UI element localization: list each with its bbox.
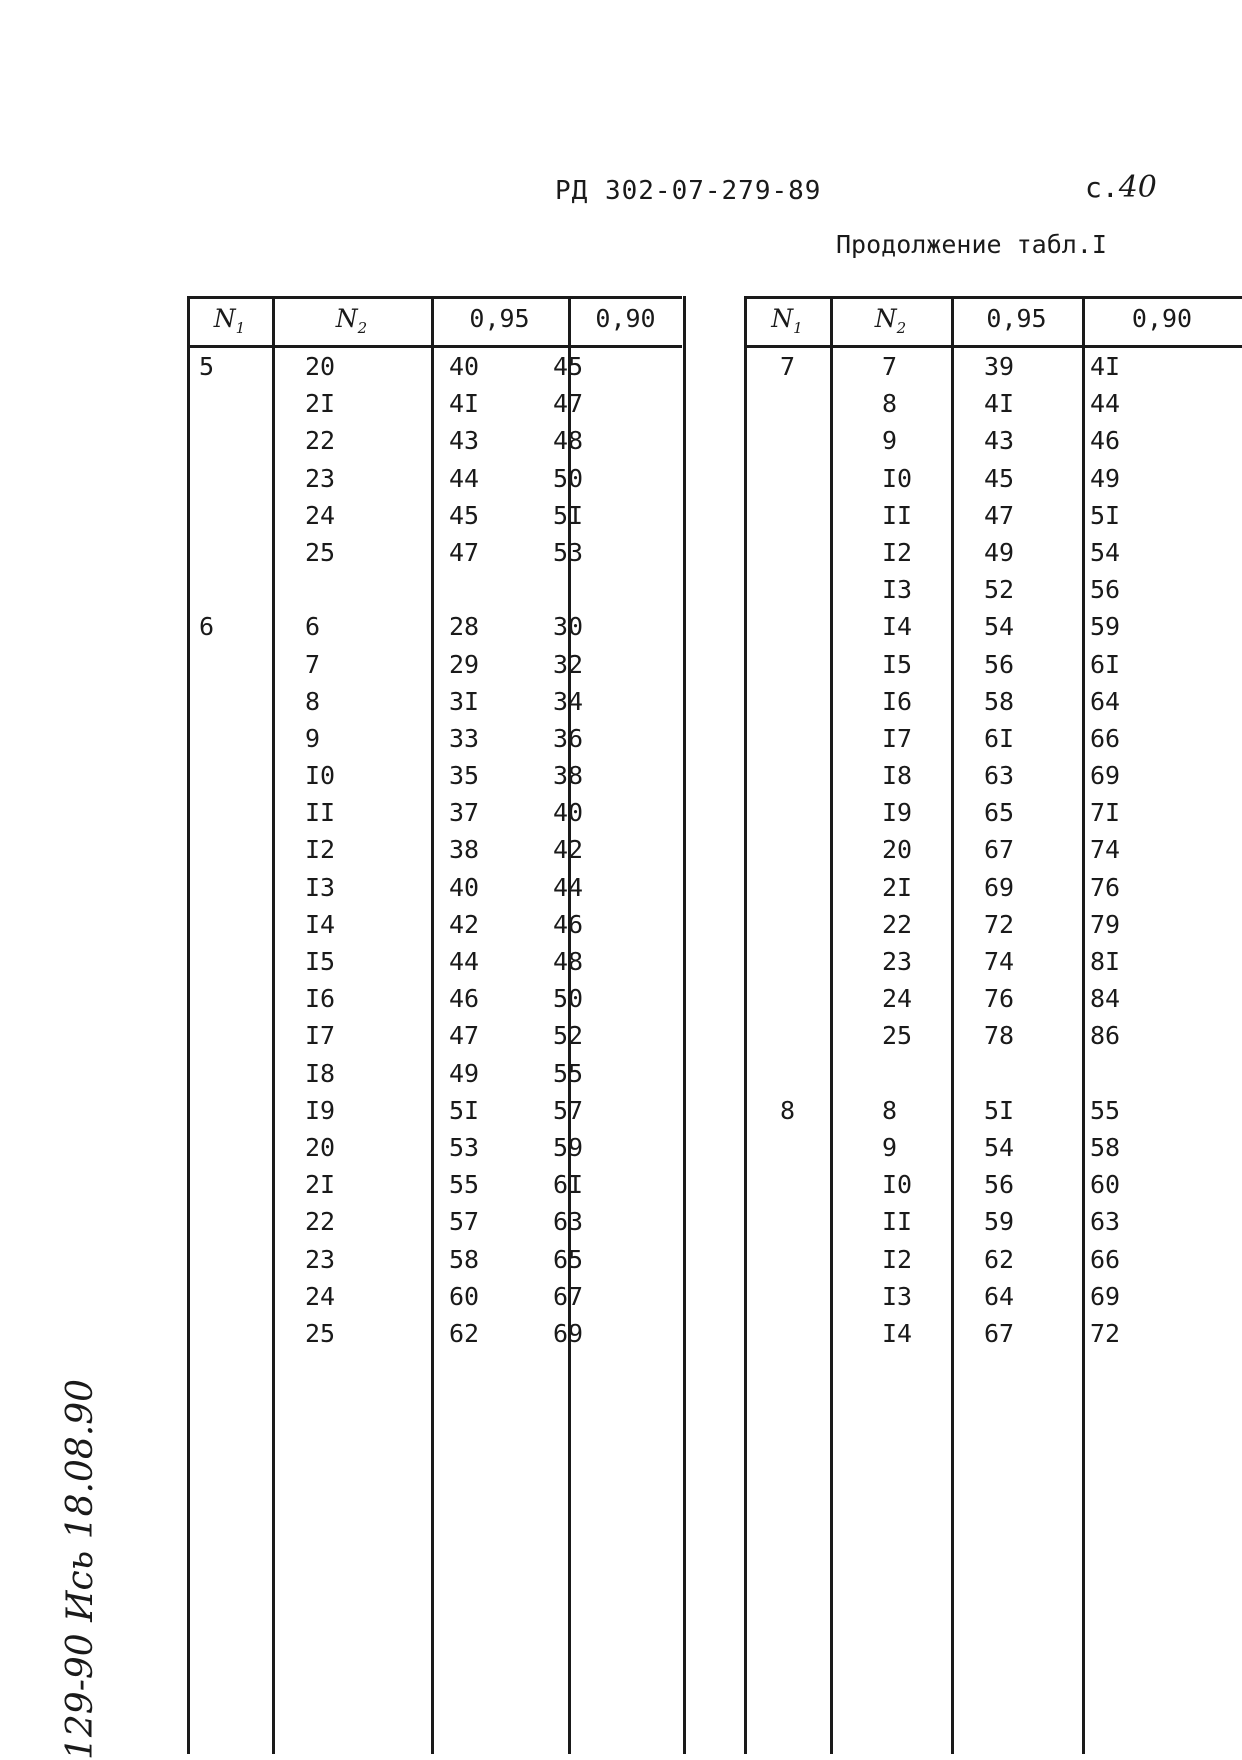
- table-row: [187, 1170, 682, 1207]
- page-prefix: с.: [1085, 171, 1119, 204]
- cell-n2: I8: [305, 1058, 336, 1088]
- right-table-header-rule: [744, 345, 1242, 348]
- cell-n2: 7: [305, 649, 321, 679]
- left-table: [187, 296, 682, 1754]
- cell-n2: 23: [305, 1244, 336, 1274]
- cell-095: 5I: [449, 1095, 480, 1125]
- cell-090: 44: [553, 872, 584, 902]
- cell-095: 35: [449, 761, 480, 791]
- cell-090: 72: [1090, 1318, 1121, 1348]
- table-row: [744, 984, 1242, 1021]
- cell-095: 58: [449, 1244, 480, 1274]
- cell-095: 49: [449, 1058, 480, 1088]
- cell-090: 66: [1090, 1244, 1121, 1274]
- table-row: [744, 724, 1242, 761]
- table-row: [187, 650, 682, 687]
- cell-095: 55: [449, 1170, 480, 1200]
- cell-n2: 25: [305, 1318, 336, 1348]
- table-row: [187, 426, 682, 463]
- cell-090: 69: [553, 1318, 584, 1348]
- table-row: [187, 724, 682, 761]
- cell-n1: 5: [199, 352, 215, 381]
- cell-095: 44: [449, 463, 480, 493]
- cell-095: 5I: [984, 1095, 1015, 1125]
- table-row: [187, 798, 682, 835]
- table-row: [744, 1170, 1242, 1207]
- cell-090: 58: [1090, 1132, 1121, 1162]
- cell-095: 4I: [449, 389, 480, 419]
- cell-095: 29: [449, 649, 480, 679]
- cell-095: 54: [984, 612, 1015, 642]
- table-row: [744, 1319, 1242, 1356]
- cell-095: 46: [449, 984, 480, 1014]
- cell-090: 48: [553, 426, 584, 456]
- col-n1-header: $N_1$: [213, 304, 246, 337]
- table-row: [744, 1059, 1242, 1096]
- cell-n2: I7: [305, 1021, 336, 1051]
- cell-095: 52: [984, 575, 1015, 605]
- cell-090: 69: [1090, 1281, 1121, 1311]
- table-row: [744, 352, 1242, 389]
- cell-095: 58: [984, 686, 1015, 716]
- table-row: [187, 501, 682, 538]
- cell-090: 55: [1090, 1095, 1121, 1125]
- cell-n2: I7: [882, 723, 913, 753]
- cell-090: 46: [553, 909, 584, 939]
- cell-n2: 9: [882, 426, 898, 456]
- right-table-rows: [744, 352, 1242, 1356]
- cell-095: 57: [449, 1207, 480, 1237]
- cell-n2: 9: [305, 723, 321, 753]
- table-row: [744, 798, 1242, 835]
- table-row: [187, 873, 682, 910]
- cell-n2: I5: [882, 649, 913, 679]
- cell-n2: 24: [305, 500, 336, 530]
- cell-090: 64: [1090, 686, 1121, 716]
- cell-095: 4I: [984, 389, 1015, 419]
- col-n1-header: $N_1$: [771, 304, 803, 337]
- cell-n2: I3: [305, 872, 336, 902]
- cell-095: 44: [449, 947, 480, 976]
- cell-090: 6I: [553, 1170, 584, 1200]
- cell-n2: I6: [882, 686, 913, 716]
- cell-n2: 2I: [305, 1170, 336, 1200]
- col-090-header: 0,90: [595, 304, 656, 333]
- cell-n2: 23: [882, 947, 913, 976]
- cell-095: 69: [984, 872, 1015, 902]
- table-row: [187, 761, 682, 798]
- table-row: [744, 873, 1242, 910]
- cell-095: 67: [984, 835, 1015, 865]
- table-row: [744, 501, 1242, 538]
- cell-090: 4I: [1090, 352, 1121, 381]
- cell-095: 64: [984, 1281, 1015, 1311]
- cell-095: 47: [449, 1021, 480, 1051]
- left-table-border: [683, 296, 686, 1754]
- cell-095: 39: [984, 352, 1015, 381]
- cell-n2: 23: [305, 463, 336, 493]
- cell-090: 84: [1090, 984, 1121, 1014]
- cell-n2: I2: [305, 835, 336, 865]
- table-row: [187, 1282, 682, 1319]
- cell-095: 47: [984, 500, 1015, 530]
- cell-095: 3I: [449, 686, 480, 716]
- cell-n2: 6: [305, 612, 321, 642]
- cell-090: 30: [553, 612, 584, 642]
- table-row: [187, 1207, 682, 1244]
- table-row: [187, 1319, 682, 1356]
- cell-090: 57: [553, 1095, 584, 1125]
- cell-n2: 2I: [882, 872, 913, 902]
- table-row: [744, 761, 1242, 798]
- table-row: [744, 835, 1242, 872]
- cell-090: 63: [553, 1207, 584, 1237]
- cell-n2: 9: [882, 1132, 898, 1162]
- cell-090: 6I: [1090, 649, 1121, 679]
- cell-090: 49: [1090, 463, 1121, 493]
- cell-n2: 7: [882, 352, 898, 381]
- cell-090: 74: [1090, 835, 1121, 865]
- doc-code: РД 302-07-279-89: [555, 176, 822, 206]
- cell-090: 56: [1090, 575, 1121, 605]
- cell-090: 59: [1090, 612, 1121, 642]
- table-row: [187, 984, 682, 1021]
- cell-090: 36: [553, 723, 584, 753]
- cell-090: 52: [553, 1021, 584, 1051]
- table-row: [744, 910, 1242, 947]
- cell-090: 65: [553, 1244, 584, 1274]
- table-row: [187, 910, 682, 947]
- cell-090: 32: [553, 649, 584, 679]
- cell-090: 66: [1090, 723, 1121, 753]
- table-row: [187, 1245, 682, 1282]
- cell-n2: 22: [305, 426, 336, 456]
- cell-090: 45: [553, 352, 584, 381]
- cell-090: 86: [1090, 1021, 1121, 1051]
- cell-095: 53: [449, 1132, 480, 1162]
- cell-n2: I4: [305, 909, 336, 939]
- table-row: [187, 612, 682, 649]
- cell-090: 34: [553, 686, 584, 716]
- table-row: [744, 575, 1242, 612]
- cell-n2: 8: [882, 1095, 898, 1125]
- cell-095: 28: [449, 612, 480, 642]
- col-095-header: 0,95: [986, 304, 1047, 333]
- table-row: [187, 1096, 682, 1133]
- cell-090: 63: [1090, 1207, 1121, 1237]
- cell-090: 38: [553, 761, 584, 791]
- cell-n2: 25: [882, 1021, 913, 1051]
- cell-095: 54: [984, 1132, 1015, 1162]
- left-table-header-rule: [187, 345, 682, 348]
- table-row: [187, 352, 682, 389]
- cell-n2: I0: [882, 463, 913, 493]
- cell-090: 59: [553, 1132, 584, 1162]
- cell-095: 45: [984, 463, 1015, 493]
- cell-090: 40: [553, 798, 584, 828]
- cell-095: 33: [449, 723, 480, 753]
- cell-n2: I8: [882, 761, 913, 791]
- cell-090: 46: [1090, 426, 1121, 456]
- cell-095: 40: [449, 872, 480, 902]
- cell-095: 56: [984, 649, 1015, 679]
- handwritten-margin-note: 129-90 Ись 18.08.90: [60, 1378, 101, 1760]
- left-table-top-rule: [187, 296, 682, 299]
- cell-n2: 22: [882, 909, 913, 939]
- cell-n2: 20: [882, 835, 913, 865]
- cell-n2: I0: [305, 761, 336, 791]
- cell-090: 5I: [553, 500, 584, 530]
- cell-090: 42: [553, 835, 584, 865]
- cell-090: 48: [553, 947, 584, 976]
- cell-n1: 6: [199, 612, 215, 642]
- cell-n1: 7: [780, 352, 796, 381]
- cell-n2: 22: [305, 1207, 336, 1237]
- cell-n2: II: [305, 798, 336, 828]
- table-row: [187, 538, 682, 575]
- cell-095: 38: [449, 835, 480, 865]
- cell-090: 69: [1090, 761, 1121, 791]
- cell-090: 50: [553, 984, 584, 1014]
- cell-090: 60: [1090, 1170, 1121, 1200]
- cell-090: 47: [553, 389, 584, 419]
- cell-090: 67: [553, 1281, 584, 1311]
- cell-090: 54: [1090, 537, 1121, 567]
- table-row: [187, 389, 682, 426]
- cell-095: 74: [984, 947, 1015, 976]
- table-row: [744, 612, 1242, 649]
- table-row: [744, 389, 1242, 426]
- table-row: [744, 947, 1242, 984]
- cell-n2: I3: [882, 1281, 913, 1311]
- left-table-rows: [187, 352, 682, 1356]
- table-row: [187, 575, 682, 612]
- table-row: [187, 835, 682, 872]
- cell-n2: 20: [305, 352, 336, 381]
- cell-095: 62: [984, 1244, 1015, 1274]
- cell-095: 47: [449, 537, 480, 567]
- cell-090: 76: [1090, 872, 1121, 902]
- cell-095: 67: [984, 1318, 1015, 1348]
- cell-n2: I9: [882, 798, 913, 828]
- table-row: [187, 1059, 682, 1096]
- cell-n2: 2I: [305, 389, 336, 419]
- cell-095: 40: [449, 352, 480, 381]
- cell-095: 78: [984, 1021, 1015, 1051]
- table-continuation-title: Продолжение табл.I: [836, 230, 1107, 259]
- cell-090: 53: [553, 537, 584, 567]
- cell-095: 56: [984, 1170, 1015, 1200]
- right-table: [744, 296, 1242, 1754]
- cell-n2: I3: [882, 575, 913, 605]
- cell-n2: I5: [305, 947, 336, 976]
- cell-n2: 8: [882, 389, 898, 419]
- table-row: [744, 1282, 1242, 1319]
- cell-n2: I4: [882, 612, 913, 642]
- cell-n2: 20: [305, 1132, 336, 1162]
- cell-n2: II: [882, 1207, 913, 1237]
- cell-090: 7I: [1090, 798, 1121, 828]
- cell-095: 43: [449, 426, 480, 456]
- cell-095: 60: [449, 1281, 480, 1311]
- cell-n2: I2: [882, 537, 913, 567]
- cell-095: 43: [984, 426, 1015, 456]
- cell-n1: 8: [780, 1095, 796, 1125]
- cell-n2: 24: [882, 984, 913, 1014]
- table-row: [187, 464, 682, 501]
- cell-n2: I4: [882, 1318, 913, 1348]
- cell-n2: II: [882, 500, 913, 530]
- cell-095: 37: [449, 798, 480, 828]
- cell-095: 76: [984, 984, 1015, 1014]
- table-row: [187, 687, 682, 724]
- table-row: [187, 1133, 682, 1170]
- col-n2-header: $N_2$: [874, 304, 907, 337]
- cell-090: 5I: [1090, 500, 1121, 530]
- right-table-top-rule: [744, 296, 1242, 299]
- table-row: [744, 1245, 1242, 1282]
- cell-090: 8I: [1090, 947, 1121, 976]
- cell-n2: I0: [882, 1170, 913, 1200]
- cell-090: 79: [1090, 909, 1121, 939]
- cell-n2: 25: [305, 537, 336, 567]
- cell-095: 65: [984, 798, 1015, 828]
- cell-n2: I2: [882, 1244, 913, 1274]
- cell-090: 50: [553, 463, 584, 493]
- cell-095: 62: [449, 1318, 480, 1348]
- table-row: [187, 1021, 682, 1058]
- cell-095: 63: [984, 761, 1015, 791]
- cell-095: 6I: [984, 723, 1015, 753]
- cell-n2: I9: [305, 1095, 336, 1125]
- table-row: [744, 1133, 1242, 1170]
- table-row: [744, 687, 1242, 724]
- cell-095: 59: [984, 1207, 1015, 1237]
- table-row: [744, 1207, 1242, 1244]
- cell-090: 44: [1090, 389, 1121, 419]
- cell-n2: I6: [305, 984, 336, 1014]
- cell-n2: 8: [305, 686, 321, 716]
- cell-095: 72: [984, 909, 1015, 939]
- table-row: [744, 1096, 1242, 1133]
- page-number-value: 40: [1118, 170, 1157, 205]
- table-row: [744, 426, 1242, 463]
- cell-095: 42: [449, 909, 480, 939]
- col-090-header: 0,90: [1131, 304, 1193, 333]
- table-row: [744, 1021, 1242, 1058]
- table-row: [744, 538, 1242, 575]
- page-number: [1085, 170, 1157, 205]
- cell-090: 55: [553, 1058, 584, 1088]
- cell-n2: 24: [305, 1281, 336, 1311]
- col-n2-header: $N_2$: [335, 304, 368, 337]
- table-row: [744, 464, 1242, 501]
- cell-095: 45: [449, 500, 480, 530]
- table-row: [744, 650, 1242, 687]
- col-095-header: 0,95: [469, 304, 530, 333]
- cell-095: 49: [984, 537, 1015, 567]
- table-row: [187, 947, 682, 984]
